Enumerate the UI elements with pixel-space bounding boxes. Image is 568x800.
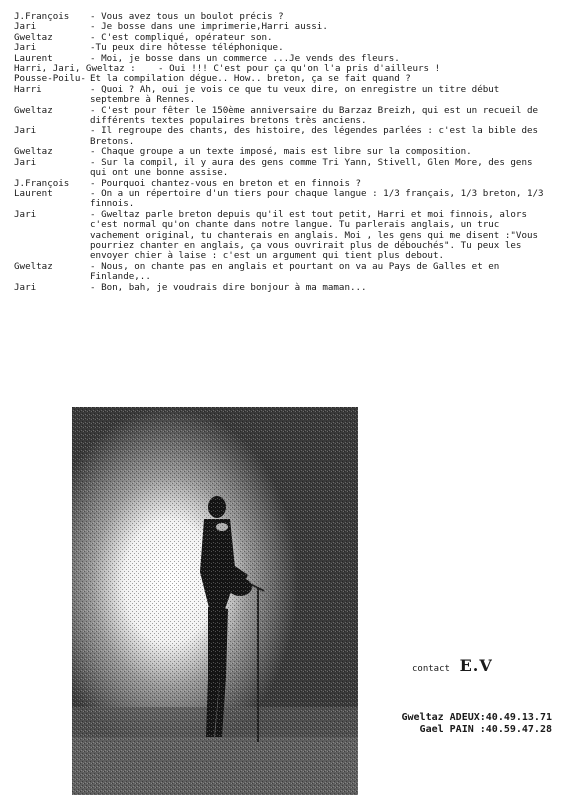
dialogue-row [14,126,554,147]
contact-heading [412,656,493,675]
interview-dialogue [14,12,554,293]
speaker-name: Gweltaz [14,146,53,158]
phone-line: Gael PAIN :40.59.47.28 [419,724,552,735]
speech-text: - Gweltaz parle breton depuis qu'il est tout petit, Harri et moi finnois, alors c'est normal qu'on chante dans notre langue. Tu parlerais anglais, un truc vachement original, tu chanterais en anglais. Moi , les gens qui me disent :"Vous pourriez chanter en anglais, ça vous ouvrirait plus de débouchés". Tu peux les envoyer chier à laise : c'est un argument qui tient plus debout. [90,208,539,262]
speaker-name: J.François [14,11,70,22]
contact-name: E.V [459,656,493,675]
speech-text: - Sur la compil, il y aura des gens comme Tri Yann, Stivell, Glen More, des gens qui ont une bonne assise. [90,156,533,179]
speaker-name: J.François [14,177,70,189]
speaker-name: Jari [14,208,37,220]
concert-photo-image [72,407,358,795]
speech-text: - Je bosse dans une imprimerie,Harri aussi. [90,21,328,33]
speech-text: - Chaque groupe a un texte imposé, mais est libre sur la composition. [90,146,472,158]
speaker-name: Jari [14,281,37,293]
speech-text: - Vous avez tous un boulot précis ? [90,11,284,22]
speech-text: - Quoi ? Ah, oui je vois ce que tu veux dire, on enregistre un titre début septembre à Rennes. [90,83,500,106]
dialogue-row [14,262,554,283]
speech-text: Et la compilation dégue.. How.. breton, ça se fait quand ? [90,73,411,85]
dialogue-row [14,158,554,179]
concert-photo [72,407,358,795]
phone-list [370,712,552,736]
speaker-name: Laurent [14,187,53,199]
speaker-name: Jari [14,42,37,54]
phone-line: Gweltaz ADEUX:40.49.13.71 [401,712,552,723]
speaker-name: Gweltaz [14,104,53,116]
speaker-name: Jari [14,21,37,33]
speaker-name: Jari [14,125,37,137]
dialogue-row [14,210,554,262]
speech-text: - Il regroupe des chants, des histoire, des légendes parlées : c'est la bible des Bretons. [90,125,539,147]
speech-text: -Tu peux dire hôtesse téléphonique. [90,42,284,54]
speech-text: - Pourquoi chantez-vous en breton et en finnois ? [90,177,362,189]
speaker-name: Harri [14,83,42,95]
speech-text: - Oui !!! C'est pour ça qu'on l'a pris d'ailleurs ! [158,63,441,75]
speech-text: - C'est compliqué, opérateur son. [90,31,273,43]
speech-text: - Moi, je bosse dans un commerce ...Je vends des fleurs. [90,52,400,64]
dialogue-row [14,283,554,293]
speech-text: - Bon, bah, je voudrais dire bonjour à ma maman... [90,281,367,293]
speaker-name: Pousse-Poilu- [14,73,86,85]
speech-text: - C'est pour fêter le 150ème anniversaire du Barzaz Breizh, qui est un recueil de différents textes populaires bretons très anciens. [90,104,539,127]
speech-text: - On a un répertoire d'un tiers pour chaque langue : 1/3 français, 1/3 breton, 1/3 finnois. [90,187,544,210]
speaker-name: Gweltaz [14,31,53,43]
contact-label: contact [412,664,450,674]
speaker-name: Harri, Jari, Gweltaz : [14,63,136,75]
speaker-name: Jari [14,156,37,168]
dialogue-row [14,85,554,106]
speaker-name: Gweltaz [14,260,53,272]
dialogue-row [14,106,554,127]
speaker-name: Laurent [14,52,53,64]
speech-text: - Nous, on chante pas en anglais et pourtant on va au Pays de Galles et en Finlande,.. [90,260,500,283]
dialogue-row [14,189,554,210]
